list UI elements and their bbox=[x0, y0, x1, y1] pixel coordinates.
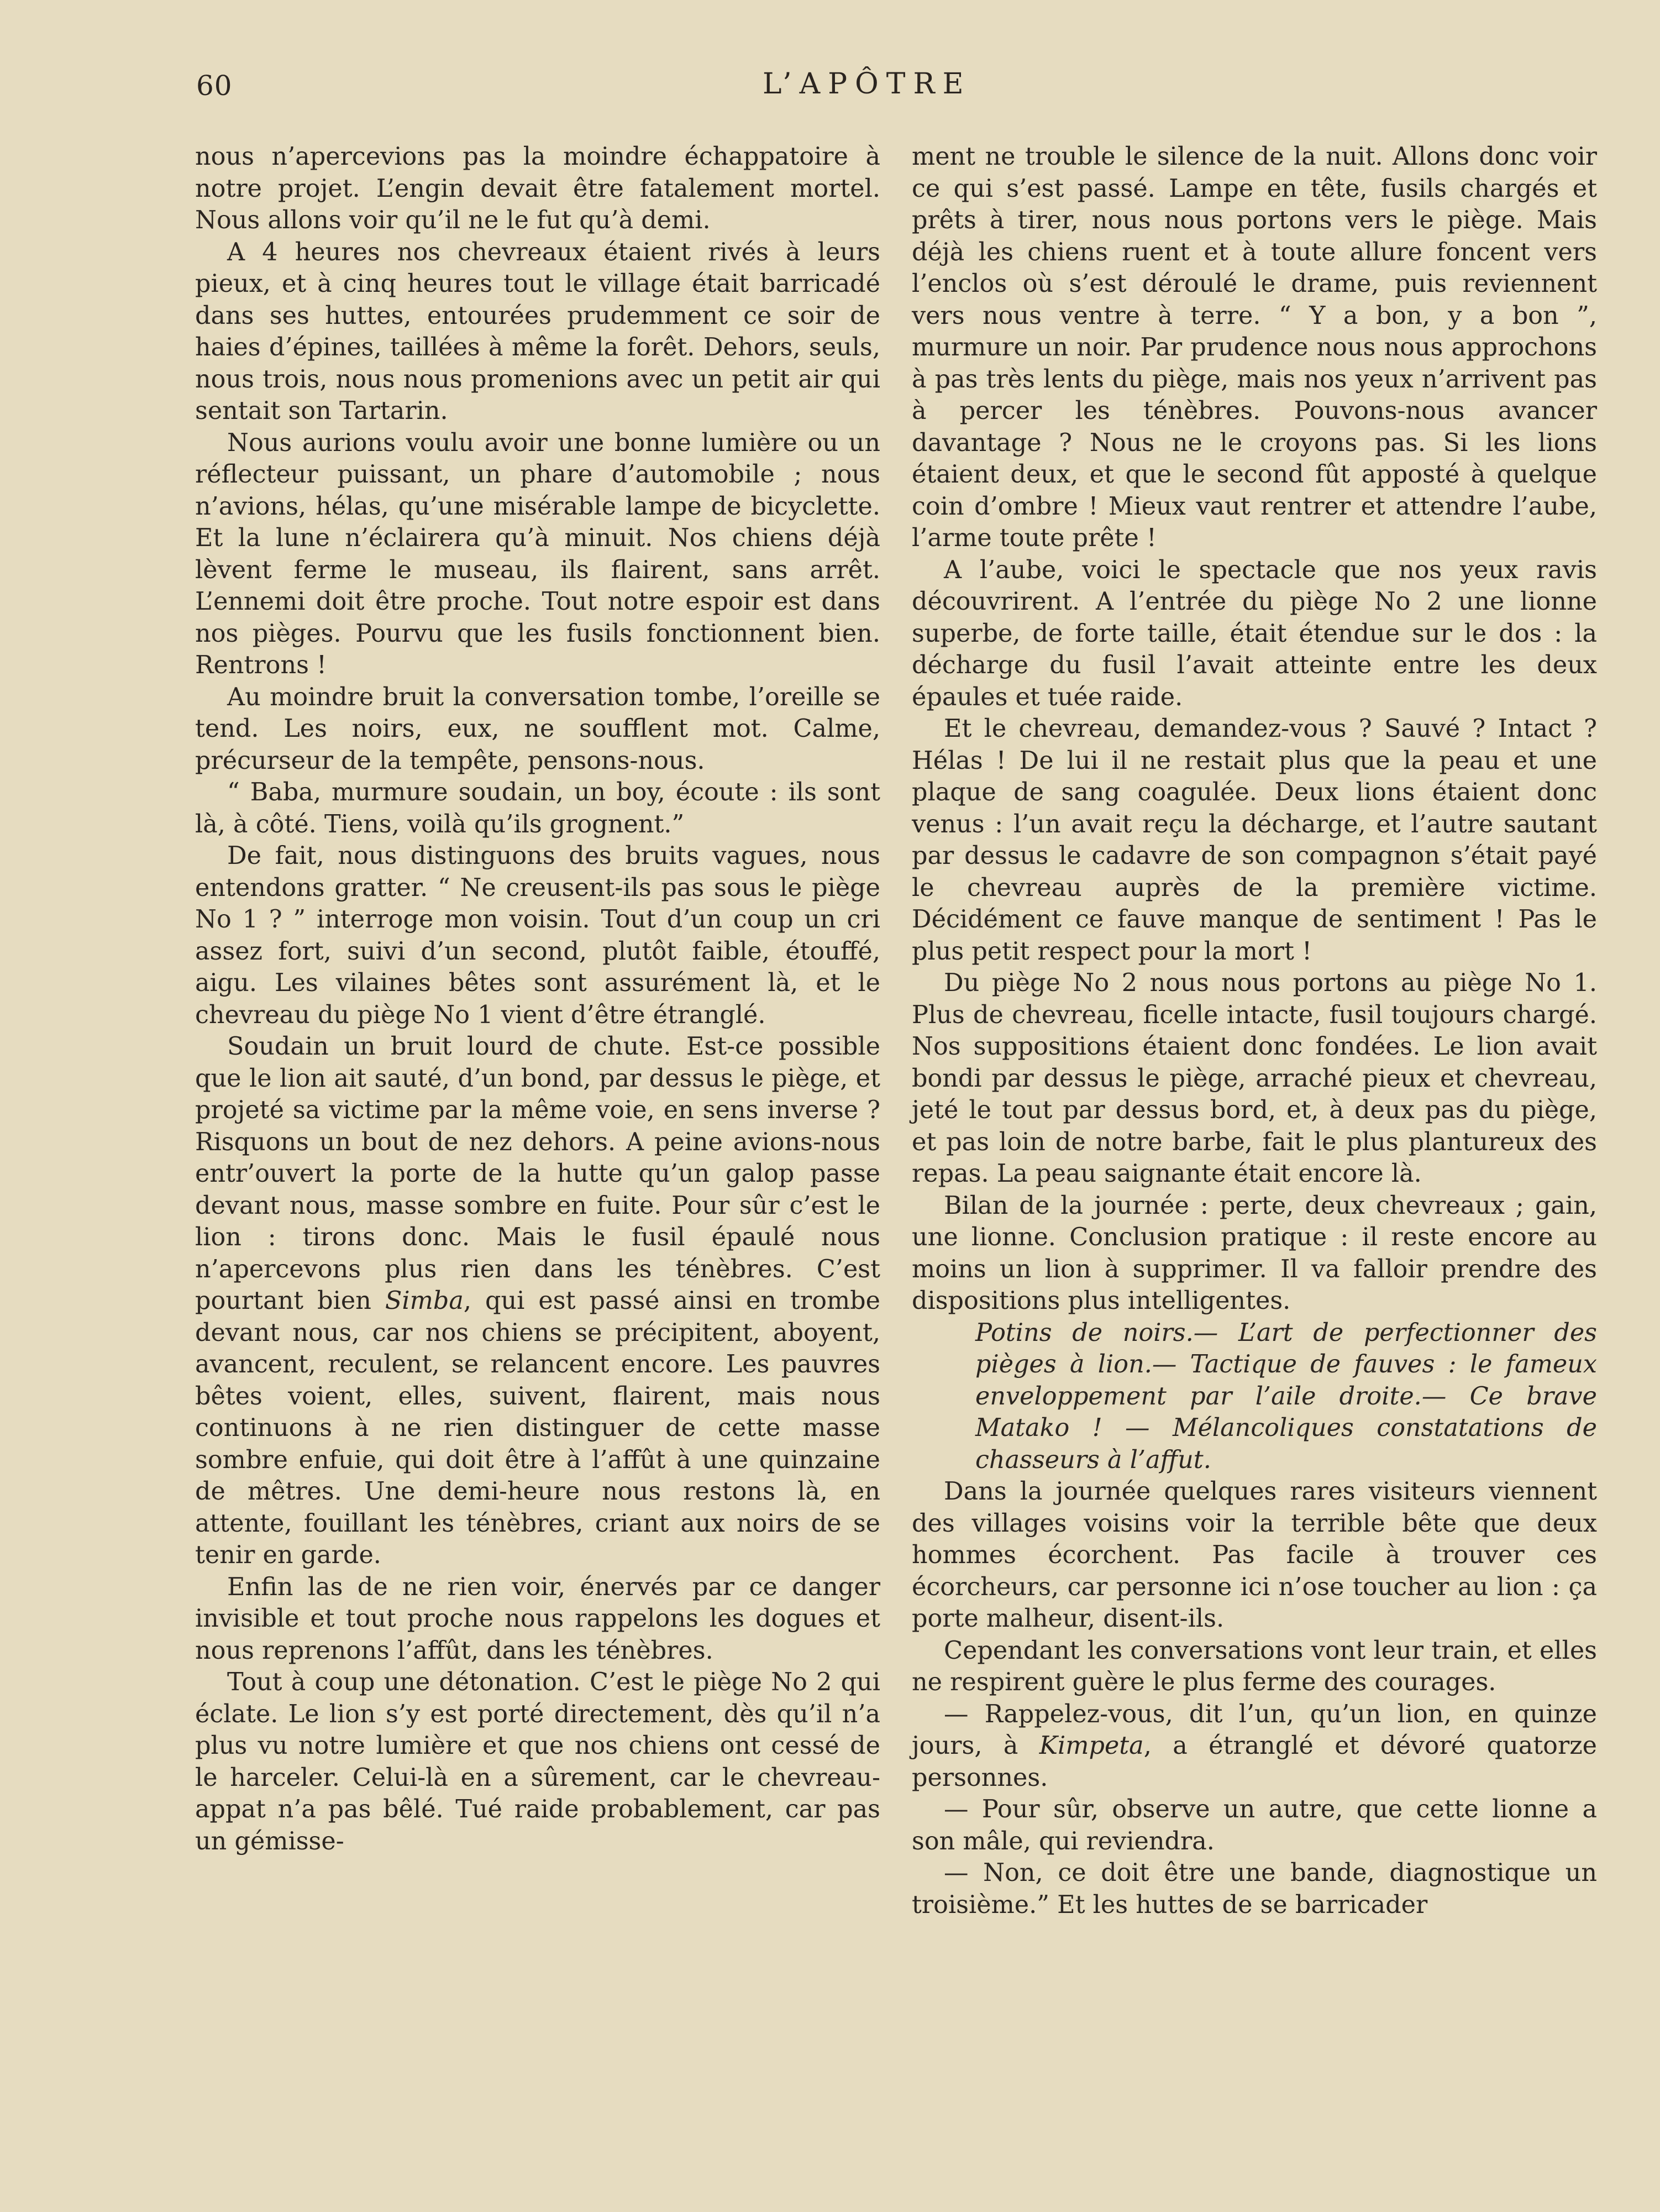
paragraph bbox=[195, 237, 880, 427]
paragraph-text: — Pour sûr, observe un autre, que cette lionne a son mâle, qui reviendra. bbox=[912, 1795, 1597, 1855]
paragraph-text: “ Baba, murmure soudain, un boy, écoute : ils sont là, à côté. Tiens, voilà qu’ils grognent.” bbox=[195, 778, 880, 838]
paragraph bbox=[912, 1794, 1597, 1857]
paragraph-text: Nous aurions voulu avoir une bonne lumière ou un réflecteur puissant, un phare d’automobile ; nous n’avions, hélas, qu’une misérable lampe de bicyclette. Et la lune n’éclairera qu’à minuit. Nos chiens déjà lèvent ferme le museau, ils flairent, sans arrêt. L’ennemi doit être proche. Tout notre espoir est dans nos pièges. Pourvu que les fusils fonctionnent bien. Rentrons ! bbox=[195, 428, 880, 679]
paragraph bbox=[912, 1476, 1597, 1635]
italic-term: Simba bbox=[385, 1287, 464, 1315]
paragraph bbox=[195, 1571, 880, 1667]
paragraph bbox=[912, 1190, 1597, 1317]
paragraph-text: — Non, ce doit être une bande, diagnostique un troisième.” Et les huttes de se barricader bbox=[912, 1859, 1597, 1919]
paragraph-text: Bilan de la journée : perte, deux chevreaux ; gain, une lionne. Conclusion pratique : il reste encore au moins un lion à supprimer. Il va falloir prendre des dispositions plus intelligentes. bbox=[912, 1191, 1597, 1315]
paragraph bbox=[912, 967, 1597, 1190]
paragraph bbox=[195, 840, 880, 1031]
paragraph bbox=[195, 1666, 880, 1857]
paragraph bbox=[912, 1635, 1597, 1699]
paragraph bbox=[912, 1857, 1597, 1921]
paragraph-text: nous n’apercevions pas la moindre échappatoire à notre projet. L’engin devait être fatalement mortel. Nous allons voir qu’il ne le fut qu’à demi. bbox=[195, 143, 880, 234]
paragraph-text: Et le chevreau, demandez-vous ? Sauvé ? Intact ? Hélas ! De lui il ne restait plus que la peau et une plaque de sang coagulée. Deux lions étaient donc venus : l’un avait reçu la décharge, et l’autre sautant par dessus le cadavre de son compagnon s’était payé le chevreau auprès de la première victime. Décidément ce fauve manque de sentiment ! Pas le plus petit respect pour la mort ! bbox=[912, 715, 1597, 966]
paragraph-text: Au moindre bruit la conversation tombe, l’oreille se tend. Les noirs, eux, ne soufflent mot. Calme, précurseur de la tempête, pensons-nous. bbox=[195, 683, 880, 775]
paragraph-text: Enfin las de ne rien voir, énervés par ce danger invisible et tout proche nous rappelons les dogues et nous reprenons l’affût, dans les ténèbres. bbox=[195, 1572, 880, 1665]
paragraph-text: , qui est passé ainsi en trombe devant nous, car nos chiens se précipitent, aboyent, avancent, reculent, se relancent encore. Les pauvres bêtes voient, elles, suivent, flairent, mais nous continuons à ne rien distinguer de cette masse sombre enfuie, qui doit être à l’affût à une quinzaine de mêtres. Une demi-heure nous restons là, en attente, fouillant les ténèbres, criant aux noirs de se tenir en garde. bbox=[195, 1287, 880, 1569]
paragraph bbox=[195, 682, 880, 777]
paragraph-text: Soudain un bruit lourd de chute. Est-ce possible que le lion ait sauté, d’un bond, par dessus le piège, et projeté sa victime par la même voie, en sens inverse ? Risquons un bout de nez dehors. A peine avions-nous entr’ouvert la porte de la hutte qu’un galop passe devant nous, masse sombre en fuite. Pour sûr c’est le lion : tirons donc. Mais le fusil épaulé nous n’apercevons plus rien dans les ténèbres. C’est pourtant bien bbox=[195, 1032, 880, 1315]
paragraph bbox=[912, 1699, 1597, 1794]
paragraph bbox=[195, 141, 880, 237]
left-column bbox=[195, 141, 880, 1857]
paragraph bbox=[912, 141, 1597, 554]
right-column bbox=[912, 141, 1597, 1921]
paragraph-text: A 4 heures nos chevreaux étaient rivés à leurs pieux, et à cinq heures tout le village était barricadé dans ses huttes, entourées prudemment ce soir de haies d’épines, taillées à même la forêt. Dehors, seuls, nous trois, nous nous promenions avec un petit air qui sentait son Tartarin. bbox=[195, 238, 880, 425]
paragraph-text: De fait, nous distinguons des bruits vagues, nous entendons gratter. “ Ne creusent-ils pas sous le piège No 1 ? ” interroge mon voisin. Tout d’un coup un cri assez fort, suivi d’un second, plutôt faible, étouffé, aigu. Les vilaines bêtes sont assurément là, et le chevreau du piège No 1 vient d’être étranglé. bbox=[195, 842, 880, 1029]
paragraph-text: A l’aube, voici le spectacle que nos yeux ravis découvrirent. A l’entrée du piège No 2 une lionne superbe, de forte taille, était étendue sur le dos : la décharge du fusil l’avait atteinte entre les deux épaules et tuée raide. bbox=[912, 555, 1597, 711]
paragraph-text: Tout à coup une détonation. C’est le piège No 2 qui éclate. Le lion s’y est porté directement, dès qu’il n’a plus vu notre lumière et que nos chiens ont cessé de le harceler. Celui-là en a sûrement, car le chevreau-appat n’a pas bêlé. Tué raide probablement, car pas un gémisse- bbox=[195, 1668, 880, 1855]
paragraph-text: Du piège No 2 nous nous portons au piège No 1. Plus de chevreau, ficelle intacte, fusil toujours chargé. Nos suppositions étaient donc fondées. Le lion avait bondi par dessus le piège, arraché pieux et chevreau, jeté le tout par dessus bord, et, à deux pas du piège, et pas loin de notre barbe, fait le plus plantureux des repas. La peau saignante était encore là. bbox=[912, 969, 1597, 1188]
paragraph-text: Dans la journée quelques rares visiteurs viennent des villages voisins voir la terrible bête que deux hommes écorchent. Pas facile à trouver ces écorcheurs, car personne ici n’ose toucher au lion : ça porte malheur, disent-ils. bbox=[912, 1477, 1597, 1633]
paragraph-text: Cependant les conversations vont leur train, et elles ne respirent guère le plus ferme des courages. bbox=[912, 1636, 1597, 1696]
paragraph-text: — Rappelez-vous, dit l’un, qu’un lion, en quinze jours, à bbox=[912, 1700, 1597, 1760]
paragraph bbox=[912, 554, 1597, 714]
paragraph bbox=[195, 427, 880, 682]
paragraph bbox=[195, 1031, 880, 1571]
paragraph-text: Potins de noirs.— L’art de perfectionner des pièges à lion.— Tactique de fauves : le fameux enveloppement par l’aile droite.— Ce brave Matako ! — Mélancoliques constatations de chasseurs à l’affut. bbox=[975, 1318, 1597, 1474]
paragraph bbox=[195, 777, 880, 840]
running-head: L’APÔTRE bbox=[763, 67, 971, 101]
paragraph-text: ment ne trouble le silence de la nuit. Allons donc voir ce qui s’est passé. Lampe en tête, fusils chargés et prêts à tirer, nous nous portons vers le piège. Mais déjà les chiens ruent et à toute allure foncent vers l’enclos où s’est déroulé le drame, puis reviennent vers nous ventre à terre. “ Y a bon, y a bon ”, murmure un noir. Par prudence nous nous approchons à pas très lents du piège, mais nos yeux n’arrivent pas à percer les ténèbres. Pouvons-nous avancer davantage ? Nous ne le croyons pas. Si les lions étaient deux, et que le second fût apposté à quelque coin d’ombre ! Mieux vaut rentrer et attendre l’aube, l’arme toute prête ! bbox=[912, 143, 1597, 552]
page-number: 60 bbox=[196, 70, 233, 102]
paragraph-text: , a étranglé et dévoré quatorze personnes. bbox=[912, 1732, 1597, 1792]
paragraph bbox=[912, 713, 1597, 967]
chapter-summary bbox=[912, 1317, 1597, 1476]
italic-term: Kimpeta bbox=[1039, 1732, 1144, 1760]
